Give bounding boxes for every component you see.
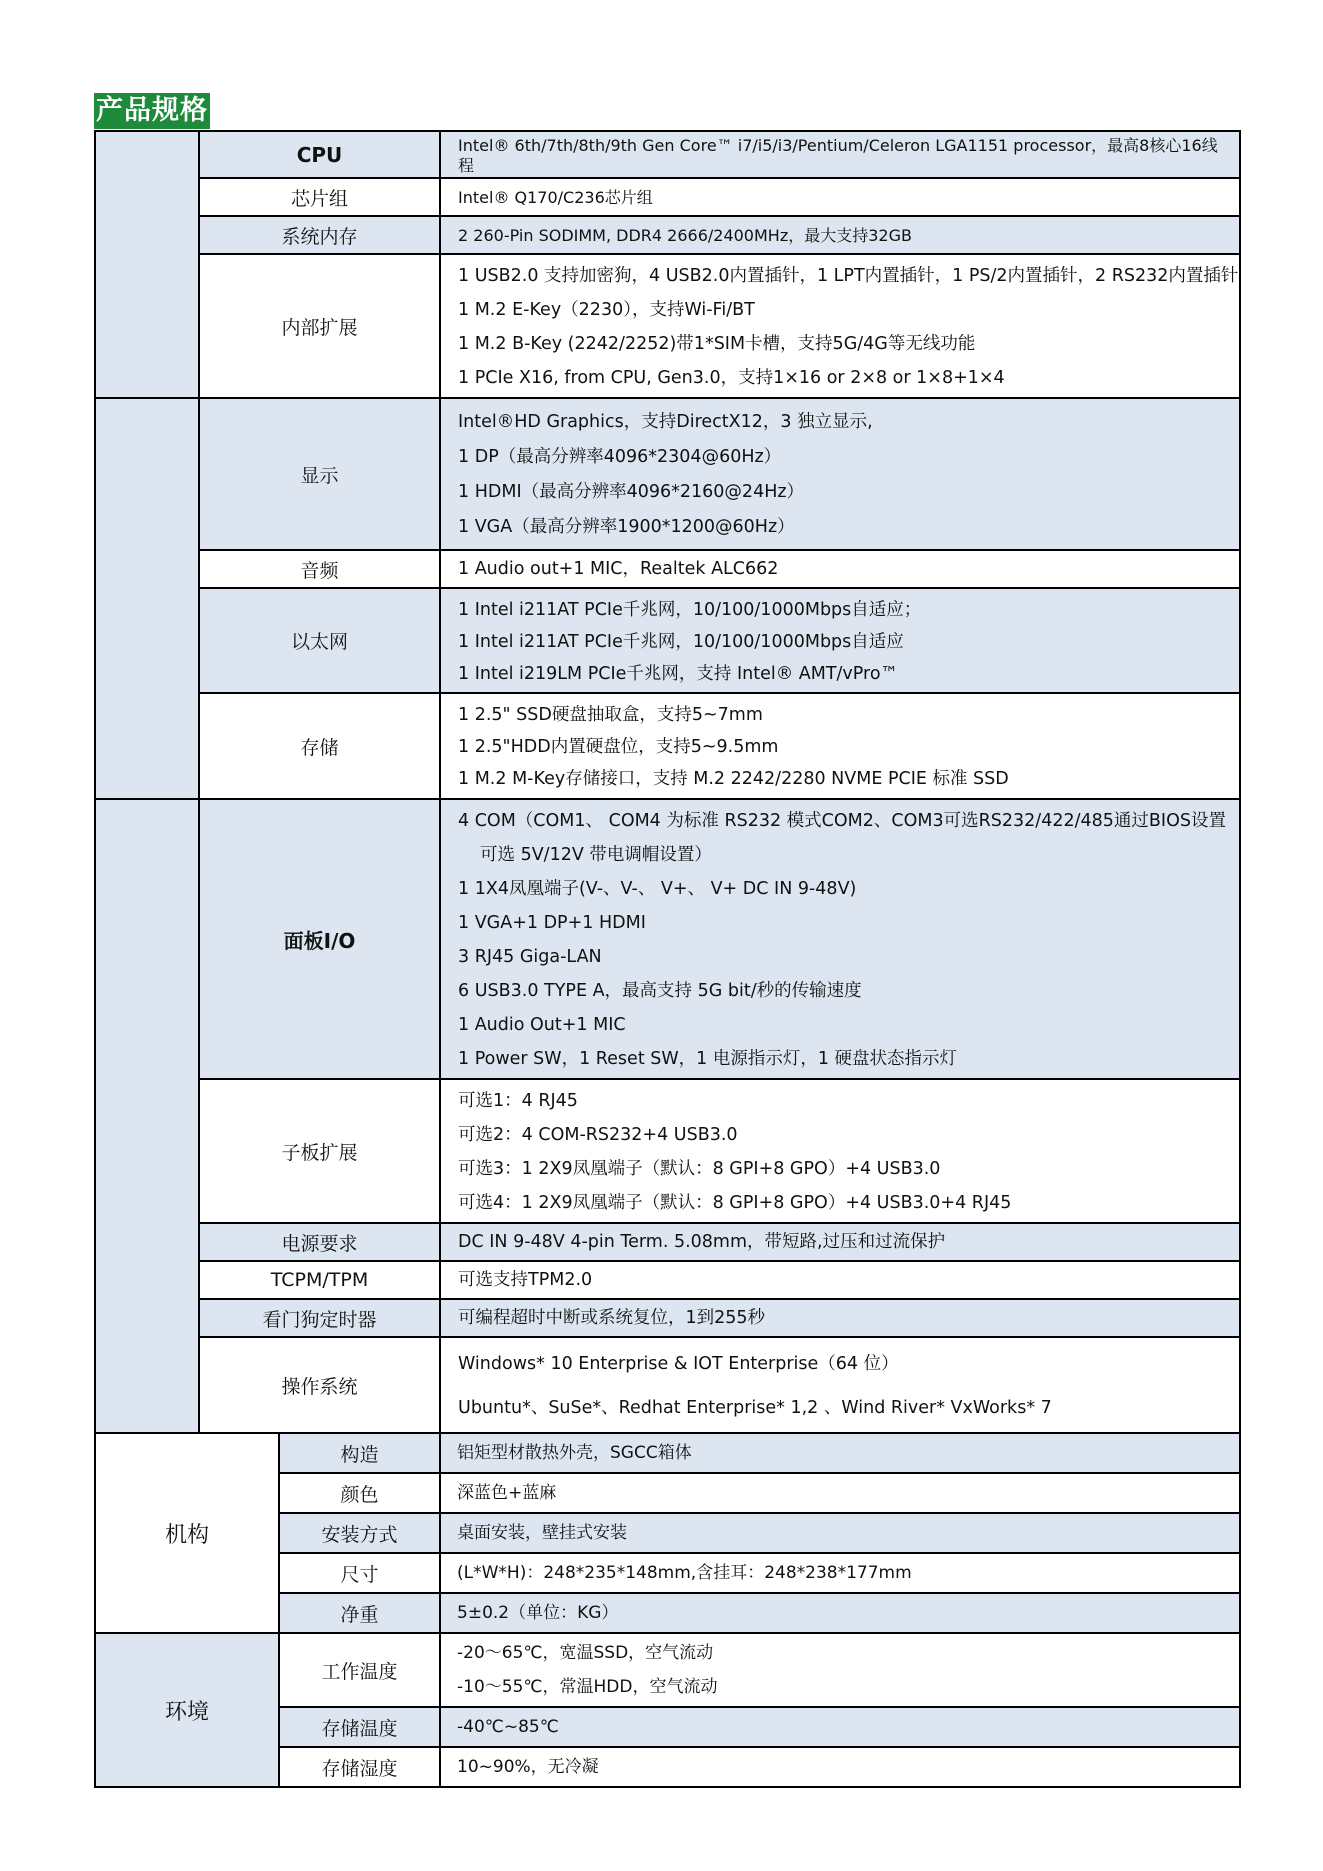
watchdog-label: 看门狗定时器 (199, 1299, 440, 1337)
size-label: 尺寸 (279, 1553, 440, 1593)
storage-value (440, 693, 1240, 799)
os-line: Windows* 10 Enterprise & IOT Enterprise（64 位） (458, 1354, 899, 1375)
spec-table (94, 130, 1241, 1788)
power-value: DC IN 9-48V 4-pin Term. 5.08mm，带短路,过压和过流保护 (440, 1223, 1240, 1261)
construction-label: 构造 (279, 1433, 440, 1473)
daughter-board-label: 子板扩展 (199, 1079, 440, 1223)
size-value: (L*W*H)：248*235*148mm,含挂耳：248*238*177mm (440, 1553, 1240, 1593)
panel-io-value (440, 799, 1240, 1079)
storage-line: 1 2.5" SSD硬盘抽取盒，支持5~7mm (458, 705, 763, 726)
power-label: 电源要求 (199, 1223, 440, 1261)
panel-io-label: 面板I/O (199, 799, 440, 1079)
install-value: 桌面安装，壁挂式安装 (440, 1513, 1240, 1553)
ethernet-label: 以太网 (199, 588, 440, 693)
cpu-value: Intel® 6th/7th/8th/9th Gen Core™ i7/i5/i3/Pentium/Celeron LGA1151 processor，最高8核心16线程 (440, 131, 1240, 178)
group-cell-io (95, 799, 199, 1433)
storage-humidity-label: 存储湿度 (279, 1747, 440, 1787)
os-line: Ubuntu*、SuSe*、Redhat Enterprise* 1,2 、Wind River* VxWorks* 7 (458, 1398, 1052, 1419)
panel-io-line: 1 Audio Out+1 MIC (458, 1015, 626, 1036)
panel-io-line: 1 1X4凤凰端子(V-、V-、 V+、 V+ DC IN 9-48V) (458, 879, 857, 900)
tpm-label: TCPM/TPM (199, 1261, 440, 1299)
color-label: 颜色 (279, 1473, 440, 1513)
internal-value (440, 254, 1240, 398)
audio-value: 1 Audio out+1 MIC，Realtek ALC662 (440, 550, 1240, 588)
ethernet-line: 1 Intel i211AT PCIe千兆网，10/100/1000Mbps自适应 (458, 631, 904, 652)
os-value (440, 1337, 1240, 1433)
weight-label: 净重 (279, 1593, 440, 1633)
storage-humidity-value: 10~90%，无冷凝 (440, 1747, 1240, 1787)
storage-line: 1 M.2 M-Key存储接口，支持 M.2 2242/2280 NVME PCIE 标准 SSD (458, 769, 1009, 790)
ethernet-line: 1 Intel i219LM PCIe千兆网，支持 Intel® AMT/vPro™ (458, 663, 899, 684)
construction-value: 铝矩型材散热外壳，SGCC箱体 (440, 1433, 1240, 1473)
install-label: 安装方式 (279, 1513, 440, 1553)
display-value (440, 398, 1240, 550)
operating-temp-line: -20～65℃，宽温SSD，空气流动 (457, 1643, 714, 1664)
panel-io-line: 可选 5V/12V 带电调帽设置） (480, 845, 712, 866)
group-cell-core (95, 131, 199, 398)
memory-label: 系统内存 (199, 216, 440, 254)
panel-io-line: 3 RJ45 Giga-LAN (458, 947, 602, 968)
panel-io-line: 1 VGA+1 DP+1 HDMI (458, 913, 646, 934)
os-label: 操作系统 (199, 1337, 440, 1433)
internal-line: 1 M.2 B-Key (2242/2252)带1*SIM卡槽，支持5G/4G等无线功能 (458, 334, 976, 355)
display-line: 1 HDMI（最高分辨率4096*2160@24Hz） (458, 482, 805, 503)
env-group-label: 环境 (95, 1633, 279, 1787)
daughter-board-line: 可选2：4 COM-RS232+4 USB3.0 (458, 1125, 738, 1146)
chipset-label: 芯片组 (199, 178, 440, 216)
page-title: 产品规格 (94, 93, 210, 129)
display-line: 1 VGA（最高分辨率1900*1200@60Hz） (458, 517, 795, 538)
color-value: 深蓝色+蓝麻 (440, 1473, 1240, 1513)
daughter-board-line: 可选3：1 2X9凤凰端子（默认：8 GPI+8 GPO）+4 USB3.0 (458, 1159, 941, 1180)
panel-io-line: 6 USB3.0 TYPE A，最高支持 5G bit/秒的传输速度 (458, 981, 862, 1002)
ethernet-value (440, 588, 1240, 693)
internal-label: 内部扩展 (199, 254, 440, 398)
mech-group-label: 机构 (95, 1433, 279, 1633)
panel-io-line: 4 COM（COM1、 COM4 为标准 RS232 模式COM2、COM3可选RS232/422/485通过BIOS设置 (458, 811, 1226, 832)
operating-temp-value (440, 1633, 1240, 1707)
tpm-value: 可选支持TPM2.0 (440, 1261, 1240, 1299)
daughter-board-line: 可选1：4 RJ45 (458, 1091, 578, 1112)
daughter-board-line: 可选4：1 2X9凤凰端子（默认：8 GPI+8 GPO）+4 USB3.0+4 RJ45 (458, 1193, 1012, 1214)
watchdog-value: 可编程超时中断或系统复位，1到255秒 (440, 1299, 1240, 1337)
panel-io-line: 1 Power SW，1 Reset SW，1 电源指示灯，1 硬盘状态指示灯 (458, 1049, 958, 1070)
operating-temp-line: -10～55℃，常温HDD，空气流动 (457, 1677, 718, 1698)
internal-line: 1 PCIe X16, from CPU, Gen3.0，支持1×16 or 2×8 or 1×8+1×4 (458, 368, 1005, 389)
operating-temp-label: 工作温度 (279, 1633, 440, 1707)
cpu-label: CPU (199, 131, 440, 178)
storage-temp-label: 存储温度 (279, 1707, 440, 1747)
internal-line: 1 USB2.0 支持加密狗，4 USB2.0内置插针，1 LPT内置插针，1 PS/2内置插针，2 RS232内置插针 (458, 266, 1239, 287)
display-line: Intel®HD Graphics，支持DirectX12，3 独立显示, (458, 412, 873, 433)
display-label: 显示 (199, 398, 440, 550)
weight-value: 5±0.2（单位：KG） (440, 1593, 1240, 1633)
display-line: 1 DP（最高分辨率4096*2304@60Hz） (458, 447, 782, 468)
audio-label: 音频 (199, 550, 440, 588)
chipset-value: Intel® Q170/C236芯片组 (440, 178, 1240, 216)
daughter-board-value (440, 1079, 1240, 1223)
group-cell-media (95, 398, 199, 799)
storage-label: 存储 (199, 693, 440, 799)
storage-temp-value: -40℃~85℃ (440, 1707, 1240, 1747)
storage-line: 1 2.5"HDD内置硬盘位，支持5~9.5mm (458, 737, 779, 758)
memory-value: 2 260-Pin SODIMM, DDR4 2666/2400MHz，最大支持32GB (440, 216, 1240, 254)
ethernet-line: 1 Intel i211AT PCIe千兆网，10/100/1000Mbps自适应； (458, 599, 922, 620)
internal-line: 1 M.2 E-Key（2230），支持Wi-Fi/BT (458, 300, 755, 321)
